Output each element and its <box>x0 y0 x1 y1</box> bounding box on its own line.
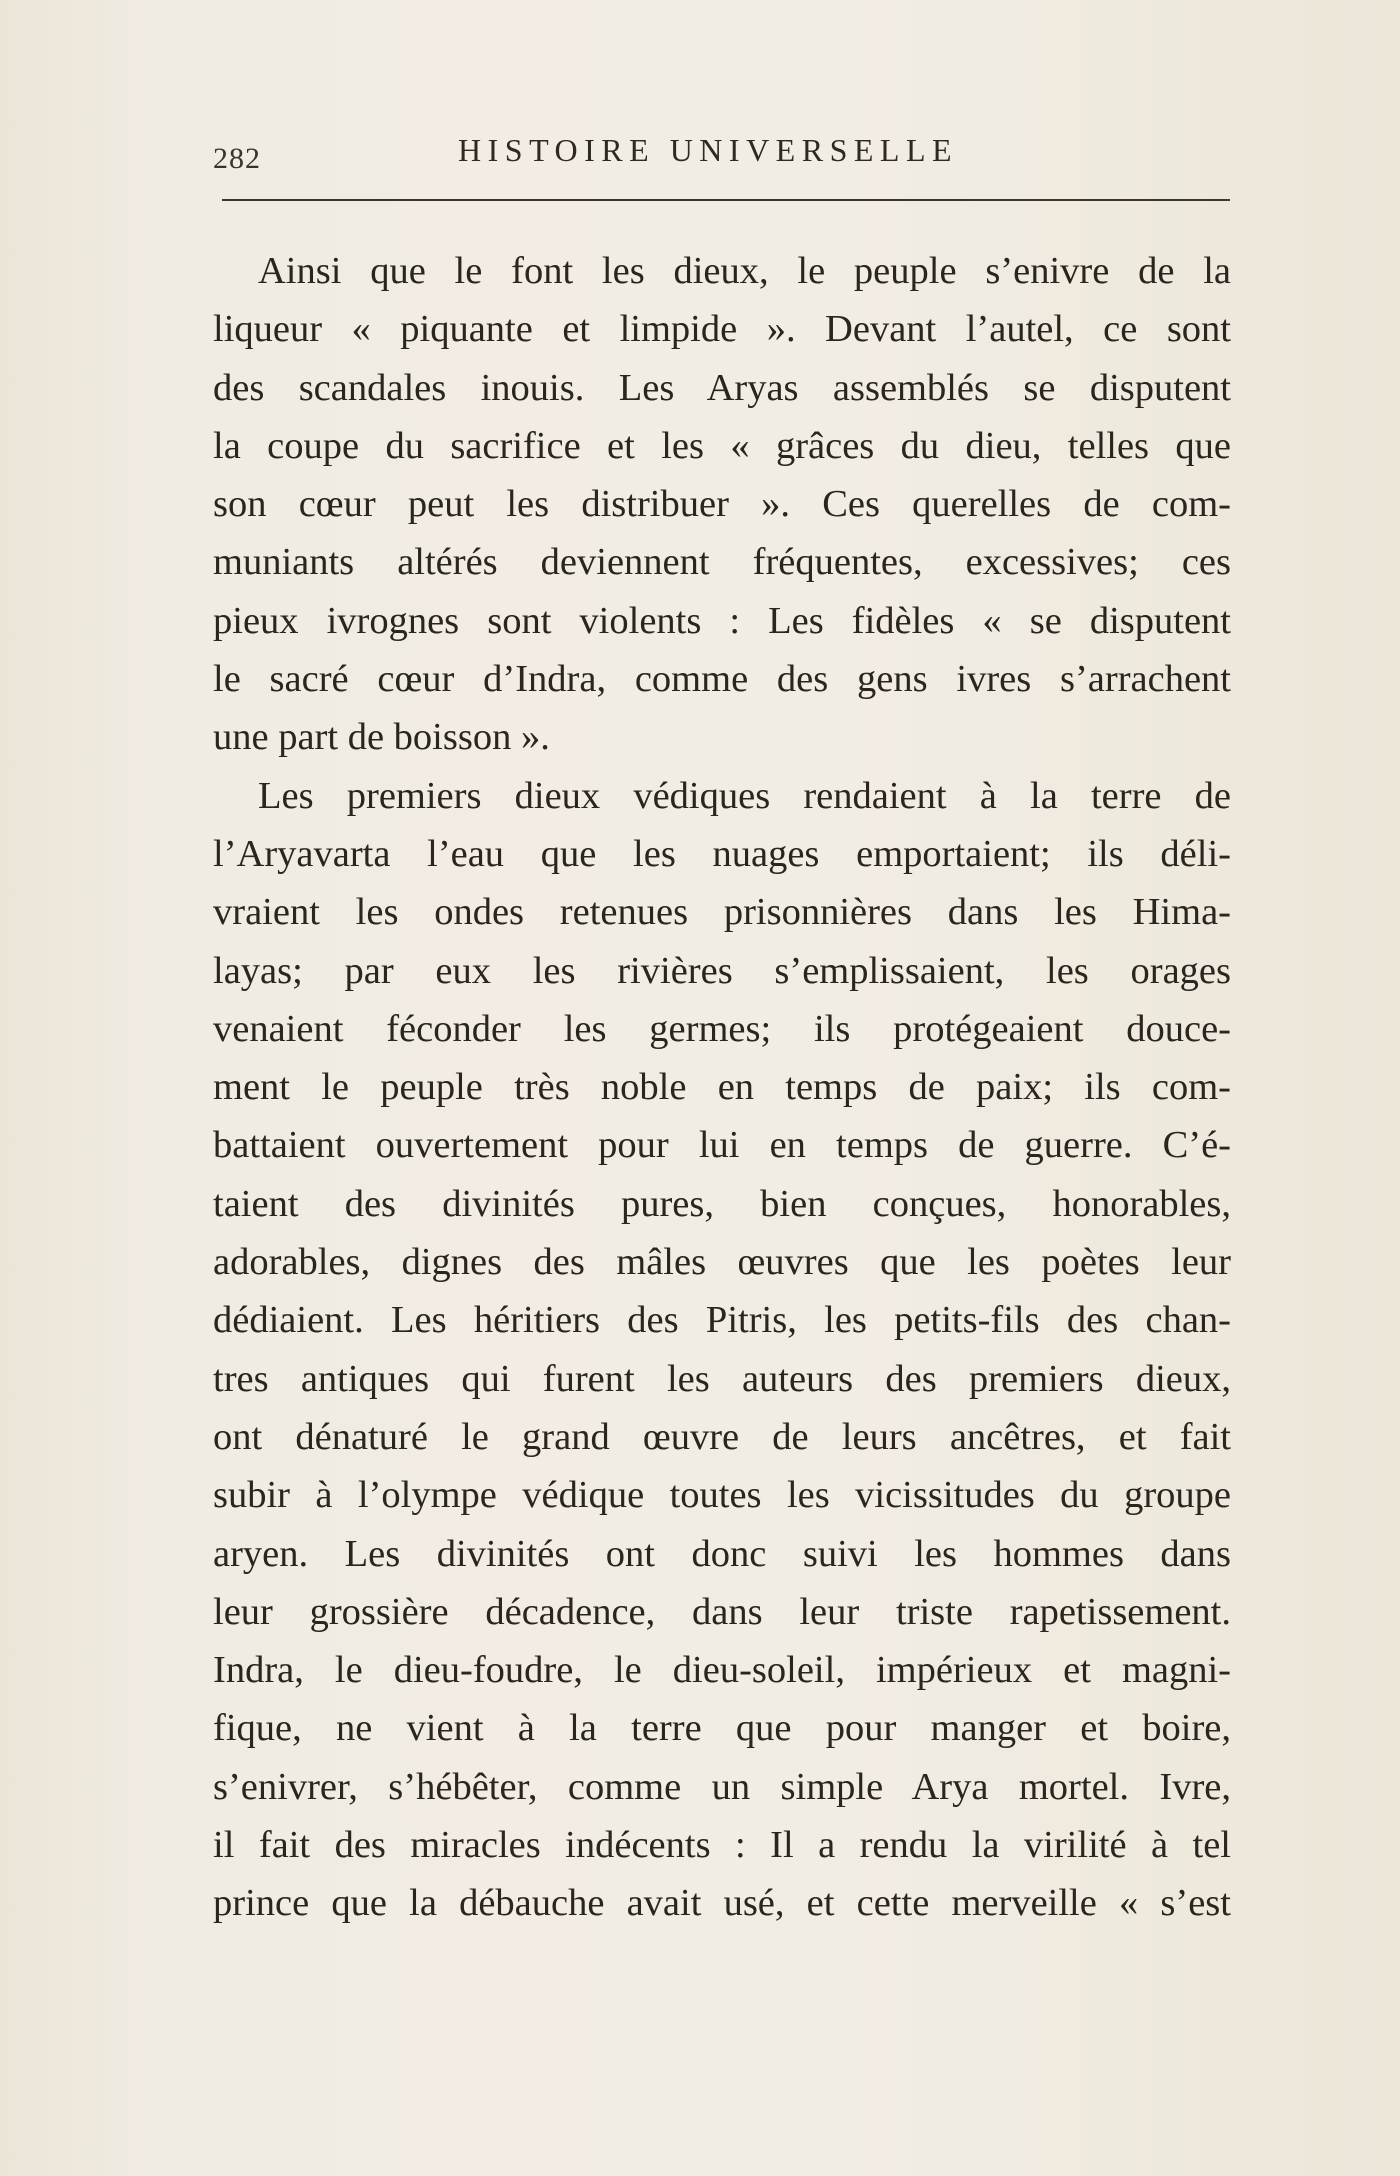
text-line: ont dénaturé le grand œuvre de leurs ancêtres, et fait <box>213 1415 1231 1458</box>
text-line: tres antiques qui furent les auteurs des premiers dieux, <box>213 1357 1231 1400</box>
text-line: des scandales inouis. Les Aryas assemblés se disputent <box>213 366 1231 409</box>
text-line: venaient féconder les germes; ils protégeaient douce- <box>213 1007 1231 1050</box>
text-line: l’Aryavarta l’eau que les nuages emportaient; ils déli- <box>213 832 1231 875</box>
text-line: layas; par eux les rivières s’emplissaient, les orages <box>213 949 1231 992</box>
text-line: aryen. Les divinités ont donc suivi les hommes dans <box>213 1532 1231 1575</box>
text-line: s’enivrer, s’hébêter, comme un simple Arya mortel. Ivre, <box>213 1765 1231 1808</box>
text-line: dédiaient. Les héritiers des Pitris, les petits-fils des chan- <box>213 1299 1231 1342</box>
running-title: HISTOIRE UNIVERSELLE <box>458 132 959 168</box>
text-line: subir à l’olympe védique toutes les vicissitudes du groupe <box>213 1474 1231 1517</box>
text-line: vraient les ondes retenues prisonnières dans les Hima- <box>213 891 1231 934</box>
text-line: battaient ouvertement pour lui en temps de guerre. C’é- <box>213 1124 1231 1167</box>
body-text <box>213 242 1231 1933</box>
text-line: fique, ne vient à la terre que pour manger et boire, <box>213 1707 1231 1750</box>
text-line: ment le peuple très noble en temps de paix; ils com- <box>213 1066 1231 1109</box>
text-line: taient des divinités pures, bien conçues, honorables, <box>213 1182 1231 1225</box>
text-line: prince que la débauche avait usé, et cette merveille « s’est <box>213 1882 1231 1925</box>
text-line: le sacré cœur d’Indra, comme des gens ivres s’arrachent <box>213 658 1231 701</box>
text-line: leur grossière décadence, dans leur triste rapetissement. <box>213 1590 1231 1633</box>
text-line: liqueur « piquante et limpide ». Devant l’autel, ce sont <box>213 308 1231 351</box>
page-number: 282 <box>213 142 261 175</box>
text-line: son cœur peut les distribuer ». Ces querelles de com- <box>213 483 1231 526</box>
text-line: adorables, dignes des mâles œuvres que les poètes leur <box>213 1241 1231 1284</box>
text-line: Indra, le dieu-foudre, le dieu-soleil, impérieux et magni- <box>213 1649 1231 1692</box>
text-line: Ainsi que le font les dieux, le peuple s’enivre de la <box>258 250 1231 292</box>
page-header <box>213 132 1233 182</box>
text-line: une part de boisson ». <box>213 716 550 759</box>
text-line: la coupe du sacrifice et les « grâces du dieu, telles que <box>213 424 1231 467</box>
text-line: muniants altérés deviennent fréquentes, excessives; ces <box>213 541 1231 584</box>
text-line: pieux ivrognes sont violents : Les fidèles « se disputent <box>213 599 1231 642</box>
text-line: Les premiers dieux védiques rendaient à la terre de <box>258 774 1231 817</box>
text-line: il fait des miracles indécents : Il a rendu la virilité à tel <box>213 1824 1231 1867</box>
header-rule <box>222 199 1230 201</box>
